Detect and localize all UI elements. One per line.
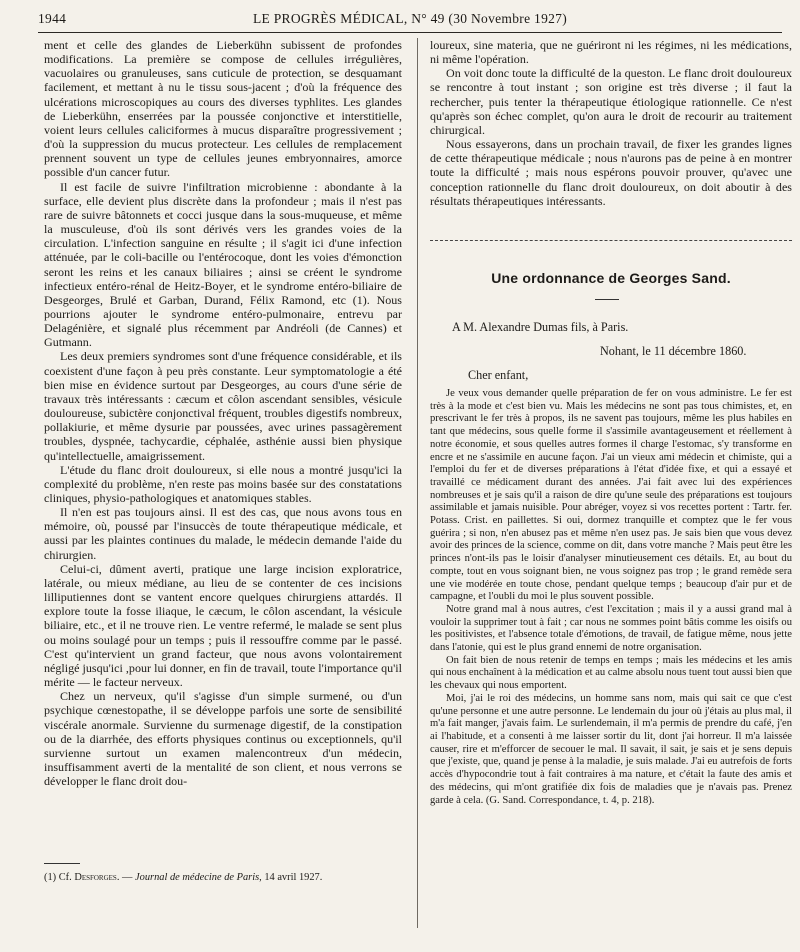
- paragraph: L'étude du flanc droit douloureux, si elle nous a montré jusqu'ici la complexité du problème, n'en reste pas moins basée sur des constatations cliniques, physio-pathologiques et anatomiques stables.: [44, 462, 402, 505]
- letter-dateline: Nohant, le 11 décembre 1860.: [600, 344, 747, 358]
- footnote-rule: [44, 863, 80, 864]
- letter-paragraph: On fait bien de nous retenir de temps en temps ; mais les médecins et les amis qui nous enchaînent à la médication et au calme absolu nous tuent tout aussi bien que les chevaux qui nous emportent.: [430, 654, 792, 692]
- section-separator: [430, 240, 792, 241]
- letter-address: A M. Alexandre Dumas fils, à Paris.: [452, 320, 629, 334]
- letter-body: [430, 384, 792, 807]
- footnote-source: Journal de médecine de Paris,: [135, 872, 262, 883]
- letter-salutation: Cher enfant,: [468, 368, 529, 382]
- letter-paragraph: Moi, j'ai le roi des médecins, un homme sans nom, mais qui sait ce que c'est qu'une personne et une autre personne. Le lendemain du jour où j'étais au plus mal, il m'a fait manger, j'avais faim. Le surlendemain, il m'a permis de prendre du café, j'en ai l'habitude, et a consenti à me laisser sortir du lit, dont j'ai horreur. Il m'a laissée causer, rire et m'efforcer de secouer le mal. Il savait, il sait, je sais et je sens depuis que j'existe, que, quand je pense à la maladie, je suis malade. J'ai eu autrefois de forts accès d'hypocondrie tout à fait contraires à ma nature, et c'était la faute des amis et des médecins, qui m'ont gratifiée dix fois de maladies que je n'avais pas. Prenez garde à cela. (G. Sand. Correspondance, t. 4, p. 218).: [430, 692, 792, 806]
- paragraph: loureux, sine materia, que ne guériront ni les régimes, ni les médications, ni même l'opération.: [430, 38, 792, 67]
- footnote-marker: (1) Cf.: [44, 872, 72, 883]
- paragraph: On voit donc toute la difficulté de la queston. Le flanc droit douloureux se rencontre à tout instant ; son origine est très diverse ; il faut la rechercher, puis tenter la thérapeutique étiologique rationnelle. Ce n'est qu'après son échec complet, qu'on aura le droit de recourir au traitement chirurgical.: [430, 66, 792, 137]
- footnote-date: 14 avril 1927.: [264, 872, 323, 883]
- title-ornament: [595, 299, 619, 300]
- paragraph: ment et celle des glandes de Lieberkühn subissent de profondes modifications. La première se compose de cellules irrégulières, vacuolaires ou granuleuses, sans cuticule de protection, se desquamant facilement, et mettant à nu le tissu sous-jacent ; d'où la fréquence des ulcérations microscopiques au cours des diverses typhlites. Les glandes de Lieberkühn, enserrées par la poussée conjonctive et interstitielle, voient leurs cellules caliciformes à mucus disparaître progressivement ; d'où la suppression du mucus protecteur. Les cellules de remplacement prennent souvent un type de cellules jeunes embryonnaires, amorce possible d'un cancer futur.: [44, 38, 402, 180]
- right-column-top: [430, 38, 792, 208]
- paragraph: Il n'en est pas toujours ainsi. Il est des cas, que nous avons tous en mémoire, où, poussé par l'insuccès de toute thérapeutique médicale, et aussi par les plaintes continues du malade, le médecin demande l'aide du chirurgien.: [44, 505, 402, 562]
- header-rule: [38, 32, 782, 33]
- running-header: [38, 8, 782, 30]
- footnote-author: Desforges.: [74, 872, 120, 883]
- column-divider: [417, 38, 418, 928]
- left-column: [44, 38, 402, 788]
- paragraph: Nous essayerons, dans un prochain travail, de fixer les grandes lignes de cette thérapeutique médicale ; nous n'aurons pas de peine à en montrer toute la difficulté ; mais nous espérons pouvoir prouver, qu'avec une conception rationnelle du flanc droit douloureux, on doit aboutir à des résultats thérapeutiques intéressants.: [430, 137, 792, 208]
- paragraph: Celui-ci, dûment averti, pratique une large incision exploratrice, latérale, ou mieux médiane, au lieu de se contenter de ces incisions lilliputiennes dont se vantent encore quelques chirurgiens attardés. Il explore toute la fosse iliaque, le cæcum, le côlon ascendant, la vésicule biliaire, etc., et il ne trouve rien. Le ventre refermé, le malade se sent plus ou moins soulagé pour un temps ; puis il ressouffre comme par le passé. C'est qu'intervient un grand facteur, que nous avons volontairement négligé jusqu'ici ,pour lui donner, en fin de travail, toute l'importance qu'il mérite — le facteur nerveux.: [44, 561, 402, 690]
- letter-paragraph: Je veux vous demander quelle préparation de fer on vous administre. Le fer est très à la mode et c'est bien vu. Mais les médecins ne sont pas tous chimistes, et, en prescrivant le fer très à propos, ils ne savent pas toujours, même les plus habiles en tant que médecins, sous quelle forme il s'assimile avantageusement et réellement à notre économie, et sous quelles autres formes il charge l'estomac, s'y transforme en encre et ne s'assimile en aucune façon. J'ai un vieux ami médecin et chimiste, qui a l'emploi du fer et de diverses préparations à l'état d'idée fixe, et qui a essayé et travaillé ce médicament durant des années. J'ai fait avec lui des expériences nombreuses et je sais qu'il a raison de dire qu'une seule des préparations est toujours assimilable et jamais nuisible. Pour abréger, voyez si vos recettes portent : Tartr. fer. Potass. Crist. en paillettes. Si oui, dormez tranquille et comptez que le fer vous guérira ; si non, n'en abusez pas et même n'en usez pas. Je sais bien que vous devez avoir des princes de la science, comme on dit, dans votre manche ? Mais peut être les princes n'ont-ils pas le loisir d'analyser minutieusement ces détails. Et, au bout du compte, tout en vous soignant bien, ne vous soignez pas trop ; le grand remède sera une vie modérée en toute chose, pendant quelque temps ; beaucoup d'air pur et de campagne, et l'oubli du moi le plus souvent possible.: [430, 388, 792, 603]
- footnote-dash: —: [122, 872, 133, 883]
- letter-paragraph: Notre grand mal à nous autres, c'est l'excitation ; mais il y a aussi grand mal à vouloir la supprimer tout à fait ; car nous ne sommes point bâtis comme les oisifs ou les positivistes, et l'absence totale d'émotions, de travail, de fatigue même, nous jette dans l'atonie, qui est le plus grand ennemi de notre organisation.: [430, 603, 792, 654]
- journal-title: LE PROGRÈS MÉDICAL, N° 49 (30 Novembre 1927): [252, 11, 568, 26]
- footnote: [44, 872, 402, 884]
- paragraph: Il est facile de suivre l'infiltration microbienne : abondante à la surface, elle devient plus discrète dans la profondeur ; mais il n'est pas rare de suivre bâtonnets et cocci jusque dans la sous-muqueuse, et même la musculeuse, d'où ils sont dérivés vers les grandes voies de la circulation. L'infection sanguine en résulte ; il s'agit ici d'une infection atténuée, par le coli-bacille ou l'entérocoque, dont les voies d'émonction seront les reins et les canaux biliaires ; ainsi se créent le syndrome infectieux entéro-rénal de Heitz-Boyer, et le syndrome entéro-biliaire de Desgeorges, Brulé et Garban, Durand, Félix Ramond, etc (1). Nous pourrions ajouter le syndrome entéro-pulmonaire, entrevu par Delagénière, et signalé plus récemment par Andréoli (de Cannes) et Gutmann.: [44, 179, 402, 350]
- page-number: 1944: [38, 11, 67, 26]
- paragraph: Chez un nerveux, qu'il s'agisse d'un simple surmené, ou d'un psychique cœnestopathe, il se développe parfois une sorte de sensibilité viscérale anormale. Survienne du surmenage digestif, de la constipation ou de la diarrhée, des efforts physiques continus ou exceptionnels, qu'il survienne surtout un examen malencontreux d'un médecin, insuffisamment averti de la mentalité de son client, et nous verrons se développer le flanc droit dou-: [44, 689, 402, 789]
- paragraph: Les deux premiers syndromes sont d'une fréquence considérable, et ils coexistent d'une façon à peu près constante. Leur symptomatologie a été bien mise en évidence surtout par Desgeorges, au cours d'une série de travaux très intéressants : cæcum et côlon ascendant sensibles, vésicule douloureuse, subictère conjonctival fréquent, troubles digestifs nombreux, pollakiurie, et même dysurie par poussées, avec urines passagèrement troubles, dyspnée, tachycardie, céphalée, asthénie aussi bien physique qu'intellectuelle, amaigrissement.: [44, 349, 402, 463]
- article-title: Une ordonnance de Georges Sand.: [491, 270, 731, 286]
